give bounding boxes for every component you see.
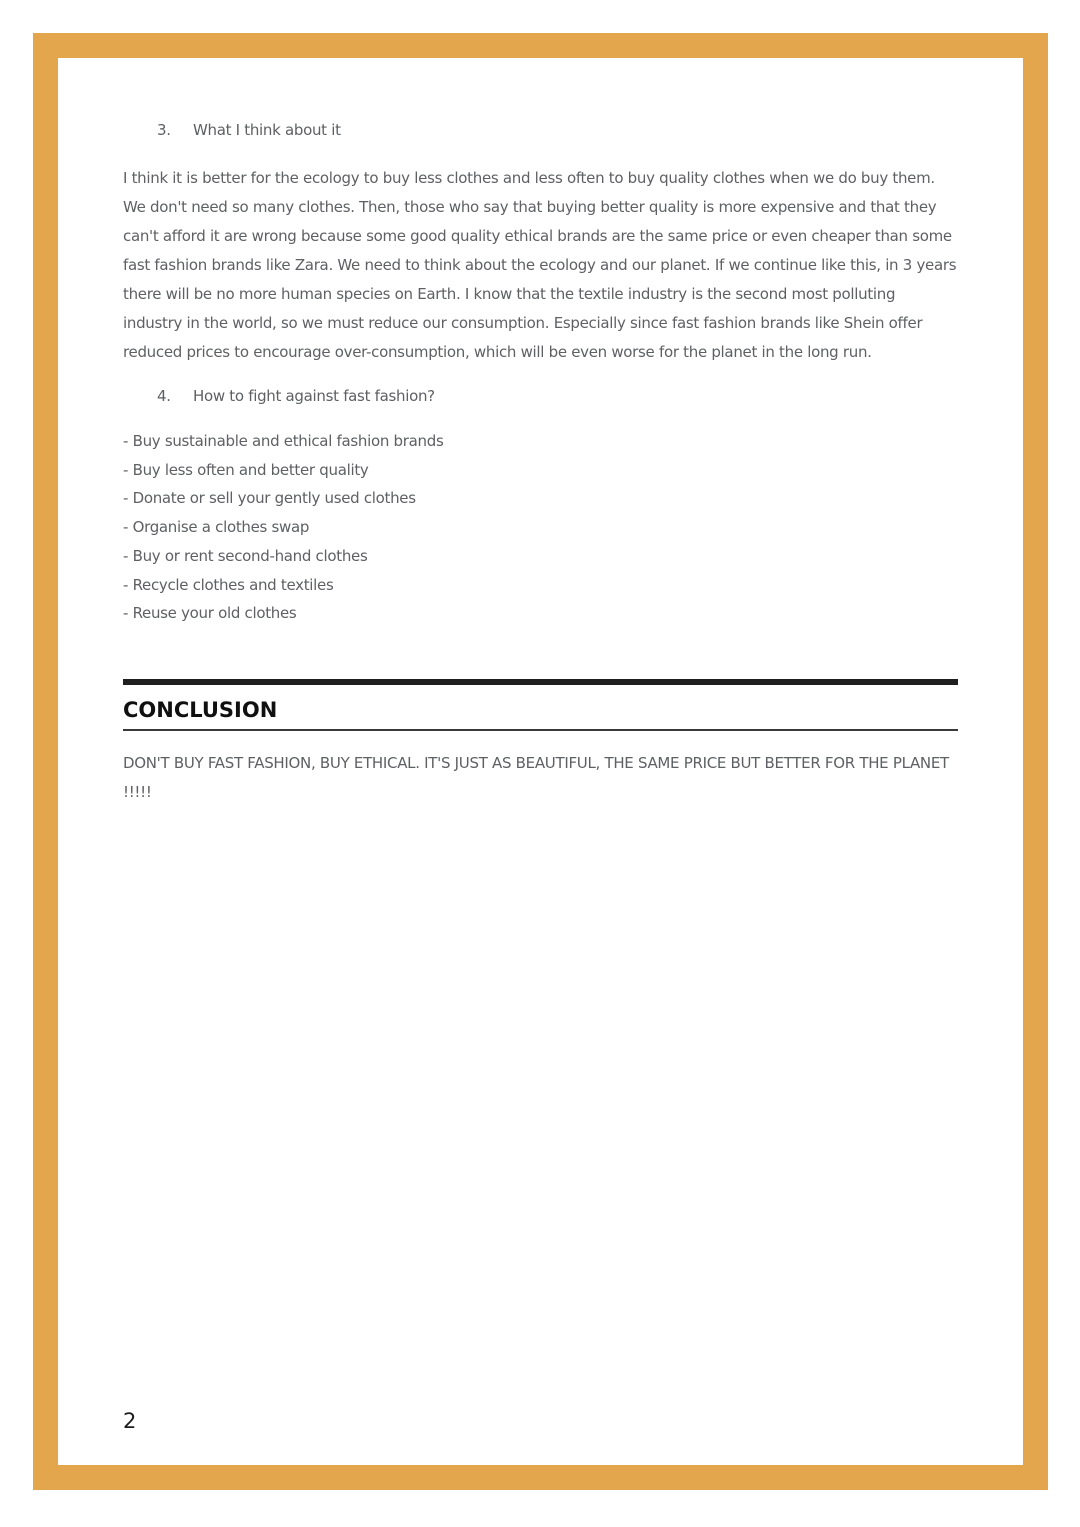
opinion-paragraph: I think it is better for the ecology to buy less clothes and less often to buy quality clothes when we do buy them. We don't need so many clothes. Then, those who say that buying better quality is more expensive and that they can't afford it are wrong because some good quality ethical brands are the same price or even cheaper than some fast fashion brands like Zara. We need to think about the ecology and our planet. If we continue like this, in 3 years there will be no more human species on Earth. I know that the textile industry is the second most polluting industry in the world, so we must reduce our consumption. Especially since fast fashion brands like Shein offer reduced prices to encourage over-consumption, which will be even worse for the planet in the long run. bbox=[123, 169, 957, 361]
fight-heading-number: 4. bbox=[157, 387, 171, 405]
list-item: - Buy sustainable and ethical fashion brands bbox=[123, 432, 444, 450]
list-item: - Recycle clothes and textiles bbox=[123, 575, 334, 594]
opinion-heading bbox=[123, 116, 958, 145]
page-frame bbox=[33, 33, 1048, 1490]
page-number: 2 bbox=[123, 1409, 137, 1433]
conclusion-heading: CONCLUSION bbox=[123, 697, 278, 722]
list-item: - Reuse your old clothes bbox=[123, 604, 297, 623]
section-fight bbox=[123, 382, 958, 628]
conclusion-bottom-divider bbox=[123, 729, 958, 731]
opinion-heading-number: 3. bbox=[157, 121, 171, 139]
list-item: - Buy or rent second-hand clothes bbox=[123, 546, 368, 565]
section-conclusion bbox=[123, 679, 958, 807]
list-item: - Organise a clothes swap bbox=[123, 518, 310, 537]
section-opinion bbox=[123, 116, 958, 367]
list-item: - Donate or sell your gently used clothes bbox=[123, 489, 416, 508]
fight-heading-title: How to fight against fast fashion? bbox=[193, 387, 435, 405]
document-content bbox=[58, 58, 1023, 1465]
conclusion-text: DON'T BUY FAST FASHION, BUY ETHICAL. IT'S JUST AS BEAUTIFUL, THE SAME PRICE BUT BETTER FOR THE PLANET !!!!! bbox=[123, 753, 949, 801]
fight-heading bbox=[123, 382, 958, 411]
opinion-heading-title: What I think about it bbox=[193, 121, 341, 139]
fight-list bbox=[123, 427, 958, 628]
list-item: - Buy less often and better quality bbox=[123, 460, 369, 479]
